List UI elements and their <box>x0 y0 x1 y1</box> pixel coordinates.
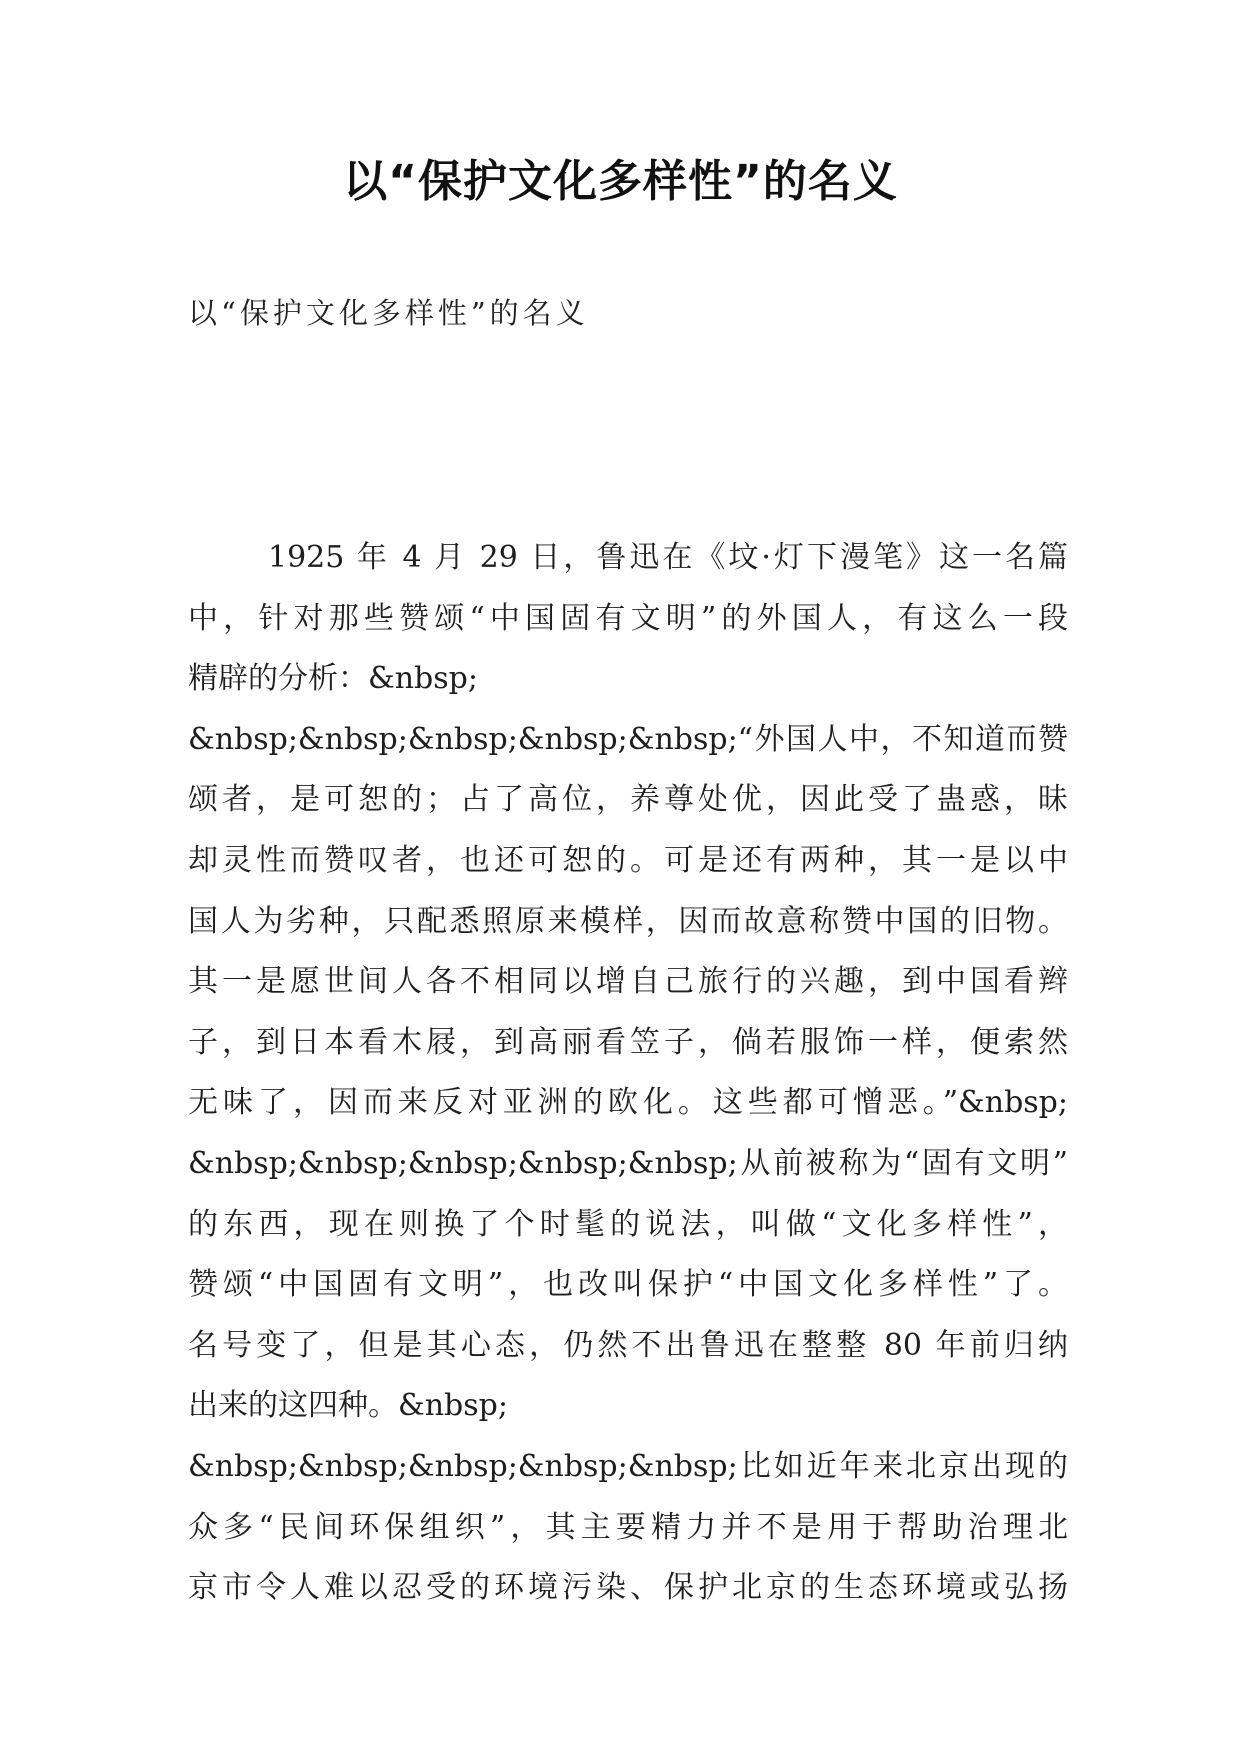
body-line: 其一是愿世间人各不相同以增自己旅行的兴趣，到中国看辫 <box>188 964 1068 1000</box>
body-line: 1925 年 4 月 29 日，鲁迅在《坟·灯下漫笔》这一名篇 <box>268 540 1068 575</box>
body-line: 众多“民间环保组织”，其主要精力并不是用于帮助治理北 <box>188 1509 1068 1545</box>
body-line: 颂者，是可恕的；占了高位，养尊处优，因此受了蛊惑，昧 <box>188 782 1068 818</box>
body-line: &nbsp;&nbsp;&nbsp;&nbsp;&nbsp;“外国人中，不知道而赞 <box>188 721 1068 757</box>
body-line: &nbsp;&nbsp;&nbsp;&nbsp;&nbsp;比如近年来北京出现的 <box>188 1448 1068 1484</box>
body-line: 名号变了，但是其心态，仍然不出鲁迅在整整 80 年前归纳 <box>188 1327 1068 1363</box>
body-line: 精辟的分析：&nbsp; <box>188 661 478 697</box>
body-line: 赞颂“中国固有文明”，也改叫保护“中国文化多样性”了。 <box>188 1267 1068 1303</box>
body-line: 无味了，因而来反对亚洲的欧化。这些都可憎恶。”&nbsp; <box>188 1085 1068 1121</box>
body-line: &nbsp;&nbsp;&nbsp;&nbsp;&nbsp;从前被称为“固有文明” <box>188 1145 1068 1181</box>
body-line: 却灵性而赞叹者，也还可恕的。可是还有两种，其一是以中 <box>188 842 1068 878</box>
body-line: 的东西，现在则换了个时髦的说法，叫做“文化多样性”， <box>188 1206 1068 1242</box>
document-subtitle: 以“保护文化多样性”的名义 <box>188 296 589 330</box>
body-line: 中，针对那些赞颂“中国固有文明”的外国人，有这么一段 <box>188 600 1068 636</box>
document-title: 以“保护文化多样性”的名义 <box>343 156 898 207</box>
body-line: 京市令人难以忍受的环境污染、保护北京的生态环境或弘扬 <box>188 1570 1068 1606</box>
body-line: 子，到日本看木屐，到高丽看笠子，倘若服饰一样，便索然 <box>188 1024 1068 1060</box>
body-line: 国人为劣种，只配悉照原来模样，因而故意称赞中国的旧物。 <box>188 903 1068 939</box>
document-body <box>188 528 1068 1619</box>
body-line: 出来的这四种。&nbsp; <box>188 1388 508 1424</box>
